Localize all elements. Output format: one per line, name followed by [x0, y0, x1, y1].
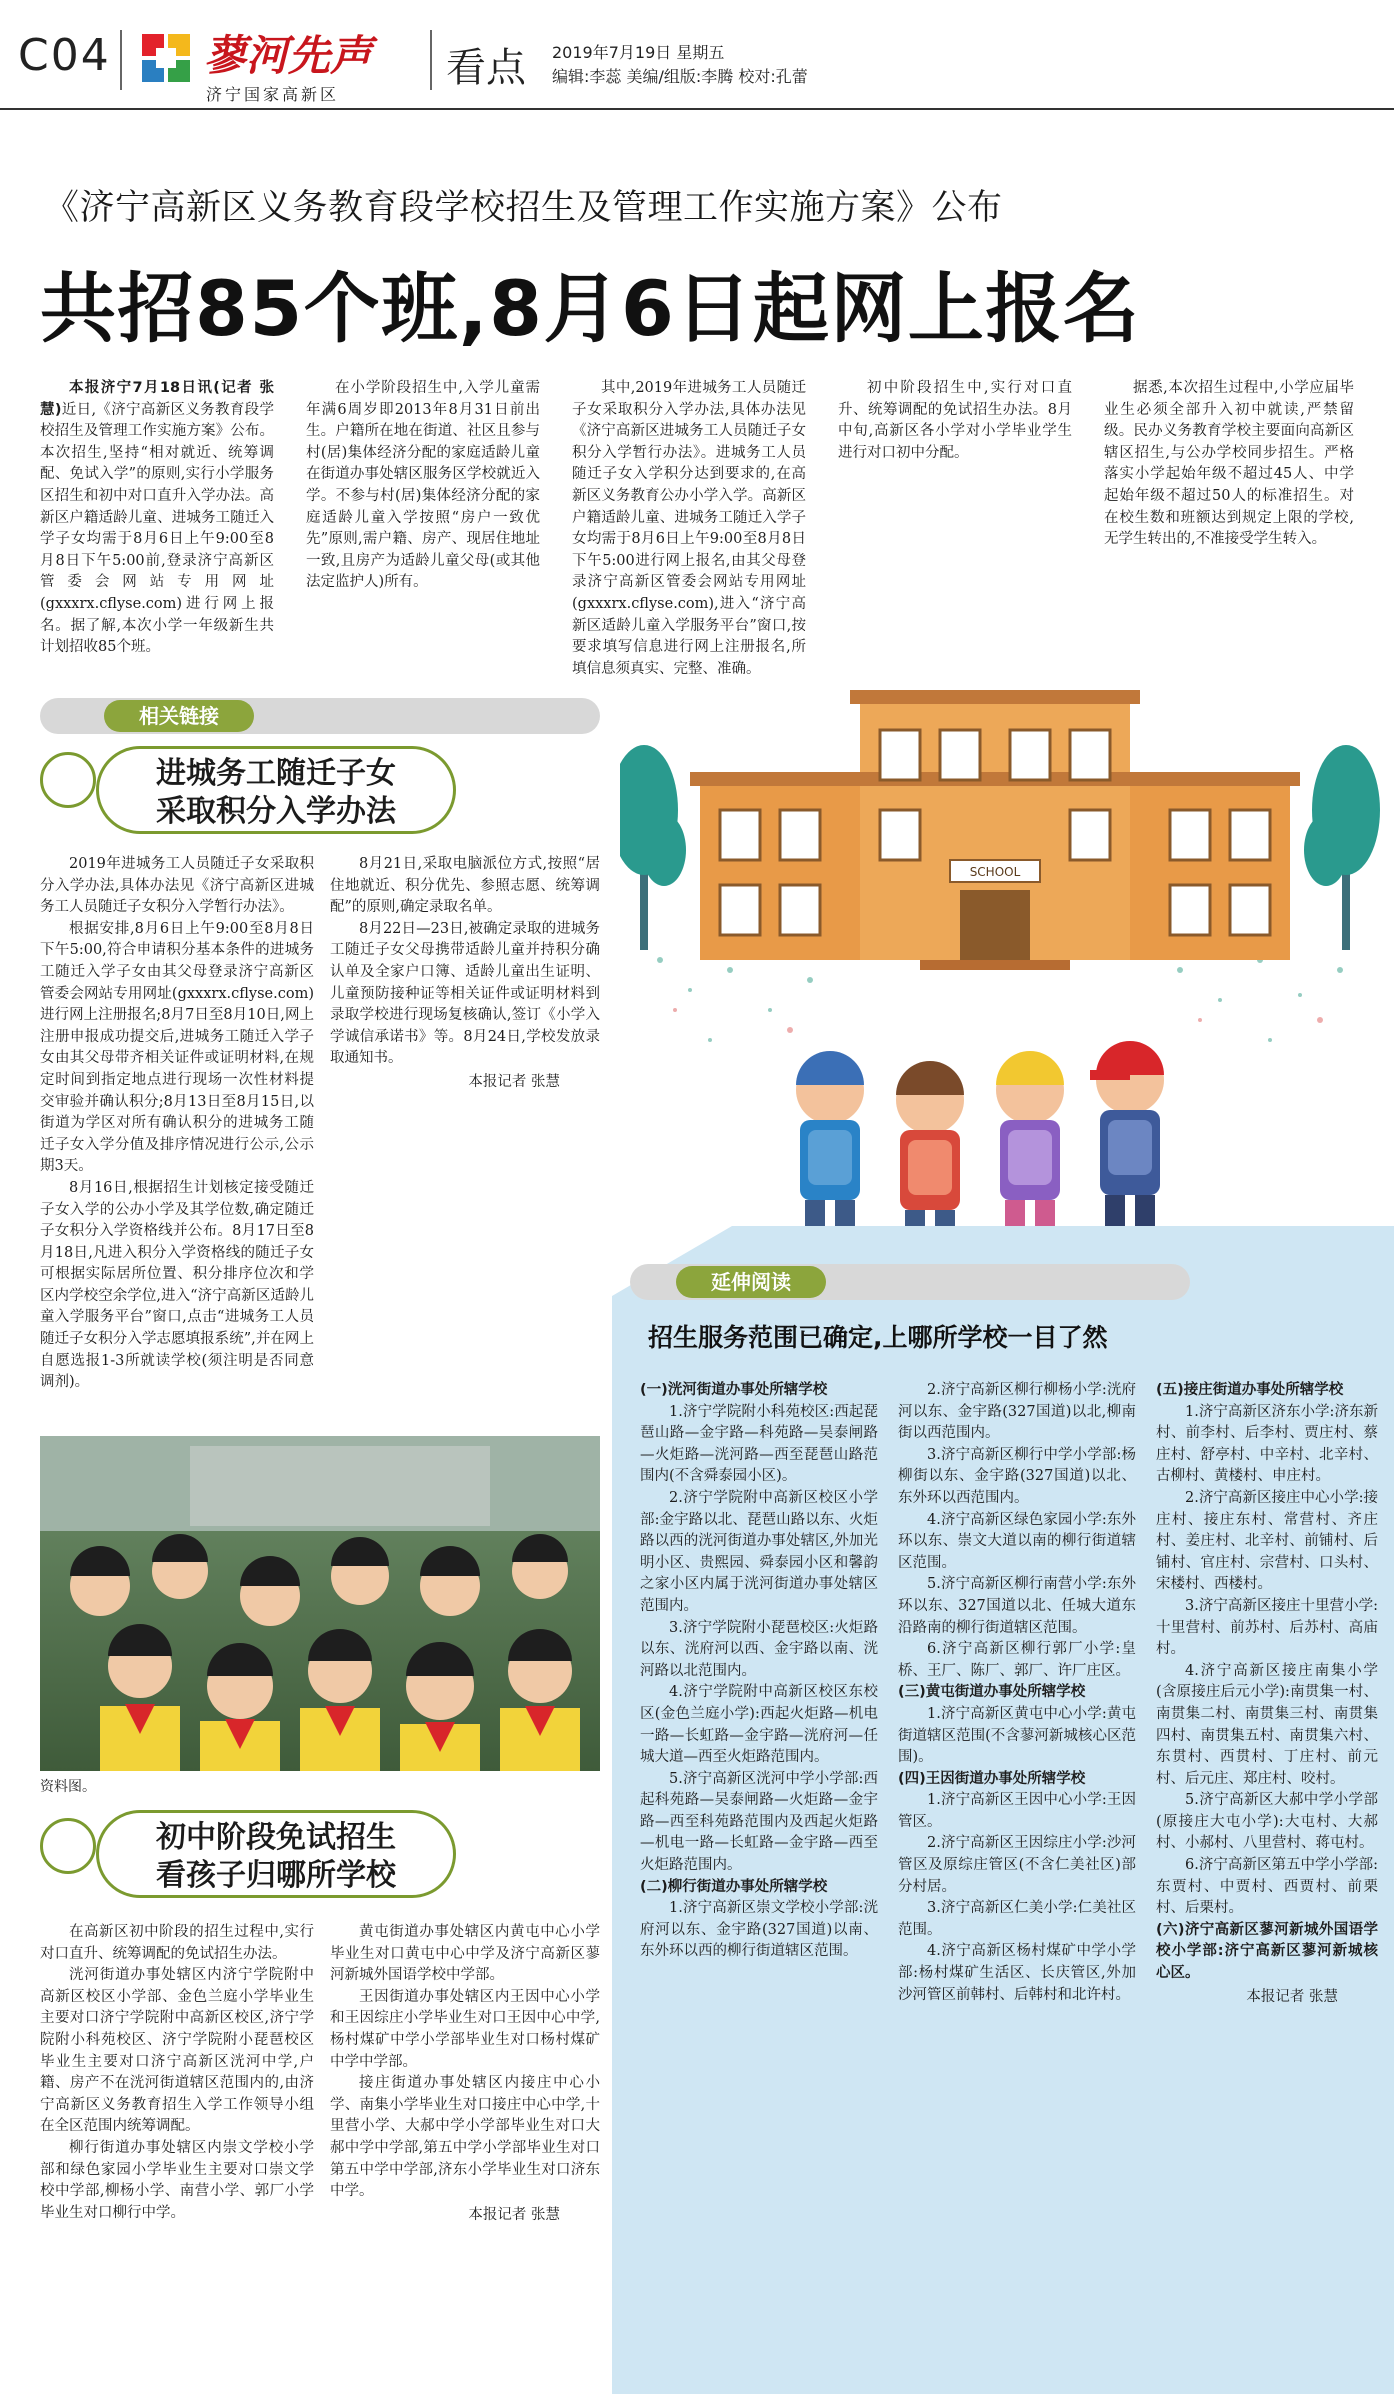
related-column-2: [330, 854, 600, 1414]
lead-text-2: 在小学阶段招生中,入学儿童需年满6周岁即2013年8月31日前出生。户籍所在地在街道、社区且参与村(居)集体经济分配的家庭适龄儿童在街道办事处辖区服务区学校就近入学。不参与村(居)集体经济分配的家庭适龄儿童入学按照“房户一致优先”原则,需户籍、房产、现居住地址一致,且房产为适龄儿童父母(或其他法定监护人)所有。: [306, 380, 540, 591]
related-bubble-line-1: 进城务工随迁子女: [156, 756, 396, 791]
middle-bubble-line-1: 初中阶段免试招生: [156, 1820, 396, 1855]
related-text-5: 8月22日—23日,被确定录取的进城务工随迁子女父母携带适龄儿童并持积分确认单及全家户口簿、适龄儿童出生证明、儿童预防接种证等相关证件或证明材料到录取学校进行现场复核确认,签订《小学入学诚信承诺书》等。8月24日,学校发放录取通知书。: [330, 920, 600, 1067]
school-range-item: 3.济宁学院附小琵琶校区:火炬路以东、洸府河以西、金宇路以南、洸河路以北范围内。: [640, 1619, 878, 1679]
middle-bubble-title: [96, 1810, 456, 1898]
lead-text-4: 初中阶段招生中,实行对口直升、统筹调配的免试招生办法。8月中旬,高新区各小学对小学毕业学生进行对口初中分配。: [838, 380, 1072, 461]
district-heading: (二)柳行街道办事处所辖学校: [640, 1878, 828, 1895]
school-range-item: 2.济宁高新区柳行柳杨小学:洸府河以东、金宇路(327国道)以北,柳南街以西范围内。: [898, 1382, 1136, 1442]
page-code: C04: [18, 30, 111, 81]
school-range-item: 5.济宁高新区柳行南营小学:东外环以东、327国道以北、任城大道东沿路南的柳行街道辖区范围。: [898, 1576, 1136, 1636]
lead-column-2: [306, 378, 540, 688]
district-heading: (六)济宁高新区蓼河新城外国语学校小学部:济宁高新区蓼河新城核心区。: [1156, 1921, 1378, 1982]
district-heading: (三)黄屯街道办事处所辖学校: [898, 1684, 1086, 1701]
editors-line: 编辑:李蕊 美编/组版:李腾 校对:孔蕾: [552, 67, 808, 86]
issue-date: 2019年7月19日 星期五: [552, 43, 725, 62]
dateline: 本报济宁7月18日讯(记者 张慧): [40, 380, 274, 418]
school-range-item: 3.济宁高新区柳行中学小学部:杨柳街以东、金宇路(327国道)以北、东外环以西范围内。: [898, 1446, 1136, 1506]
svg-text:SCHOOL: SCHOOL: [969, 865, 1021, 879]
school-range-item: 2.济宁高新区接庄中心小学:接庄村、接庄东村、常营村、齐庄村、姜庄村、北辛村、前铺村、后铺村、官庄村、宗营村、口头村、宋楼村、西楼村。: [1156, 1489, 1378, 1593]
middle-text-2: 洸河街道办事处辖区内济宁学院附中高新区校区小学部、金色兰庭小学毕业生主要对口济宁学院附中高新区校区,济宁学院附小科苑校区、济宁学院附小琵琶校区毕业生主要对口济宁高新区洸河中学,户籍、房产不在洸河街道辖区范围内的,由济宁高新区义务教育招生入学工作领导小组在全区范围内统筹调配。: [40, 1967, 314, 2135]
header-divider: [120, 30, 122, 90]
lead-text-1: 近日,《济宁高新区义务教育段学校招生及管理工作实施方案》公布。本次招生,坚持“相对就近、统筹调配、免试入学”的原则,实行小学服务区招生和初中对口直升入学办法。高新区户籍适龄儿童、进城务工随迁入学子女均需于8月6日上午9:00至8月8日下午5:00前,登录济宁高新区管委会网站专用网址(gxxxrx.cflyse.com)进行网上报名。据了解,本次小学一年级新生共计划招收85个班。: [40, 401, 274, 656]
related-label: 相关链接: [104, 700, 254, 732]
extended-label: 延伸阅读: [676, 1266, 826, 1298]
header-divider-2: [430, 30, 432, 90]
extended-title: 招生服务范围已确定,上哪所学校一目了然: [648, 1323, 1108, 1352]
school-range-item: 5.济宁高新区大郝中学小学部(原接庄大屯小学):大屯村、大郝村、小郝村、八里营村、蒋屯村。: [1156, 1792, 1378, 1852]
school-range-item: 1.济宁高新区济东小学:济东新村、前李村、后李村、贾庄村、蔡庄村、舒亭村、中辛村、北辛村、古柳村、黄楼村、申庄村。: [1156, 1403, 1378, 1485]
lead-column-1: [40, 378, 274, 688]
school-range-item: 6.济宁高新区柳行郭厂小学:皇桥、王厂、陈厂、郭厂、许厂庄区。: [898, 1641, 1136, 1679]
svg-text:蓼河先声: 蓼河先声: [204, 31, 373, 80]
related-byline: 本报记者 张慧: [468, 1073, 560, 1090]
related-text-1: 2019年进城务工人员随迁子女采取积分入学办法,具体办法见《济宁高新区进城务工人员随迁子女积分入学暂行办法》。: [40, 856, 314, 916]
school-range-item: 4.济宁学院附中高新区校区东校区(金色兰庭小学):西起火炬路—机电一路—长虹路—金宇路—洸府河—任城大道—西至火炬路范围内。: [640, 1684, 878, 1766]
related-text-3a: 8月16日,根据招生计划核定接受随迁子女入学的公办小学及其学位数,确定随迁子女积分入学资格线并公布。8月17日至8月18日,凡进入积分入学资格线的随迁子女可根据实际居所位置、积分排序位次和学区内学校空余学位,进入“济宁高新区适龄儿童入学服务平台”窗口,点击“进城务工人员随迁子女积分入学志愿填报系统”,并在网上自愿选报1-3所就读学校(须注明是否同意调剂)。: [40, 1179, 314, 1391]
colorful-square-logo-icon: [140, 32, 192, 84]
school-range-item: 4.济宁高新区杨村煤矿中学小学部:杨村煤矿生活区、长庆管区,外加沙河管区前韩村、后韩村和北许村。: [898, 1943, 1136, 2003]
students-photo: [40, 1436, 600, 1771]
school-illustration: [620, 660, 1380, 1240]
middle-text-1: 在高新区初中阶段的招生过程中,实行对口直升、统筹调配的免试招生办法。: [40, 1924, 314, 1962]
school-range-item: 1.济宁高新区黄屯中心小学:黄屯街道辖区范围(不含蓼河新城核心区范围)。: [898, 1705, 1136, 1766]
middle-text-6: 接庄街道办事处辖区内接庄中心小学、南集小学毕业生对口接庄中心中学,十里营小学、大郝中学小学部毕业生对口大郝中学中学部,第五中学小学部毕业生对口第五中学中学部,济东小学毕业生对口济东中学。: [330, 2075, 600, 2200]
district-heading: (四)王因街道办事处所辖学校: [898, 1770, 1086, 1787]
middle-column-2: [330, 1922, 600, 2377]
district-heading: (五)接庄街道办事处所辖学校: [1156, 1382, 1344, 1398]
extended-byline: 本报记者 张慧: [1246, 1988, 1338, 2005]
middle-text-5: 王因街道办事处辖区内王因中心小学和王因综庄小学毕业生对口王因中心中学,杨村煤矿中学小学部毕业生对口杨村煤矿中学中学部。: [330, 1988, 600, 2070]
bubble-dot: [40, 752, 96, 808]
related-text-2: 根据安排,8月6日上午9:00至8月8日下午5:00,符合申请积分基本条件的进城务工随迁入学子女由其父母登录济宁高新区管委会网站专用网址(gxxxrx.cflyse.com)进行网上注册报名;8月7日至8月10日,网上注册申报成功提交后,进城务工随迁入学子女由其父母带齐相关证件或证明材料,在规定时间到指定地点进行现场一次性材料提交审验并确认积分;8月13日至8月15日,以街道为学区对所有确认积分的进城务工随迁子女入学分值及排序情况进行公示,公示期3天。: [40, 920, 314, 1175]
district-heading: (一)洸河街道办事处所辖学校: [640, 1382, 828, 1398]
masthead-logo-calligraphy: [200, 28, 420, 80]
school-range-item: 1.济宁高新区王因中心小学:王因管区。: [898, 1792, 1136, 1830]
middle-column-1: [40, 1922, 314, 2377]
article-subtitle: 《济宁高新区义务教育段学校招生及管理工作实施方案》公布: [44, 188, 1003, 228]
section-name: 看点: [446, 45, 526, 91]
school-range-item: 1.济宁学院附小科苑校区:西起琵琶山路—金宇路—科苑路—吴泰闸路—火炬路—洸河路—西至琵琶山路范围内(不含舜泰园小区)。: [640, 1403, 878, 1485]
middle-bubble-line-2: 看孩子归哪所学校: [156, 1858, 396, 1893]
middle-byline: 本报记者 张慧: [468, 2206, 560, 2223]
tree-icon: [620, 745, 686, 950]
school-range-item: 4.济宁高新区绿色家园小学:东外环以东、崇文大道以南的柳行街道辖区范围。: [898, 1511, 1136, 1571]
lead-column-3: [572, 378, 806, 688]
school-range-item: 6.济宁高新区第五中学小学部:东贾村、中贾村、西贾村、前栗村、后栗村。: [1156, 1857, 1378, 1917]
school-range-item: 3.济宁高新区仁美小学:仁美社区范围。: [898, 1900, 1136, 1938]
school-building-icon: [690, 690, 1300, 970]
lead-column-4: [838, 378, 1072, 688]
middle-text-4: 黄屯街道办事处辖区内黄屯中心小学毕业生对口黄屯中心中学及济宁高新区蓼河新城外国语学校中学部。: [330, 1924, 600, 1984]
article-headline: 共招85个班,8月6日起网上报名: [40, 264, 1141, 353]
related-bubble-title: [96, 746, 456, 834]
extended-column-1: [640, 1380, 878, 2380]
related-column-1: [40, 854, 314, 1414]
lead-text-3: 其中,2019年进城务工人员随迁子女采取积分入学办法,具体办法见《济宁高新区进城务工人员随迁子女积分入学暂行办法》。进城务工人员随迁子女入学积分达到要求的,在高新区义务教育公办小学入学。高新区户籍适龄儿童、进城务工随迁入学子女均需于8月6日上午9:00至8月8日下午5:00进行网上报名,由其父母登录济宁高新区管委会网站专用网址(gxxxrx.cflyse.com),进入“济宁高新区适龄儿童入学服务平台”窗口,按要求填写信息进行网上注册报名,所填信息须真实、完整、准确。: [572, 380, 806, 677]
photo-caption: 资料图。: [40, 1779, 96, 1795]
school-range-item: 1.济宁高新区崇文学校小学部:洸府河以东、金宇路(327国道)以南、东外环以西的柳行街道辖区范围。: [640, 1900, 878, 1960]
header-rule: [0, 108, 1394, 110]
school-range-item: 5.济宁高新区洸河中学小学部:西起科苑路—吴泰闸路—火炬路—金宇路—西至科苑路范围内及西起火炬路—机电一路—长虹路—金宇路—西至火炬路范围内。: [640, 1770, 878, 1874]
logo-subtitle: 济宁国家高新区: [206, 85, 340, 104]
school-range-item: 2.济宁学院附中高新区校区小学部:金宇路以北、琵琶山路以东、火炬路以西的洸河街道办事处辖区,外加光明小区、贵熙园、舜泰园小区和馨韵之家小区内属于洸河街道办事处辖区范围内。: [640, 1489, 878, 1614]
tree-icon-2: [1304, 745, 1380, 950]
middle-text-3: 柳行街道办事处辖区内崇文学校小学部和绿色家园小学毕业生主要对口崇文学校中学部,柳杨小学、南营小学、郭厂小学毕业生对口柳行中学。: [40, 2139, 314, 2221]
school-range-item: 2.济宁高新区王因综庄小学:沙河管区及原综庄管区(不含仁美社区)部分村居。: [898, 1835, 1136, 1895]
lead-column-5: [1104, 378, 1354, 688]
children-backpack-icon: [796, 1041, 1164, 1240]
school-range-item: 4.济宁高新区接庄南集小学(含原接庄后元小学):南贯集一村、南贯集二村、南贯集三村、南贯集四村、南贯集五村、南贯集六村、东贯村、西贯村、丁庄村、前元村、后元庄、郑庄村、咬村。: [1156, 1662, 1378, 1787]
extended-column-3: [1156, 1380, 1378, 2380]
school-range-item: 3.济宁高新区接庄十里营小学:十里营村、前苏村、后苏村、高庙村。: [1156, 1597, 1378, 1658]
bubble-dot-2: [40, 1818, 96, 1874]
lead-text-5: 据悉,本次招生过程中,小学应届毕业生必须全部升入初中就读,严禁留级。民办义务教育学校主要面向高新区辖区招生,与公办学校同步招生。严格落实小学起始年级不超过45人、中学起始年级不超过50人的标准招生。对在校生数和班额达到规定上限的学校,无学生转出的,不准接受学生转入。: [1104, 380, 1354, 548]
related-text-4: 8月21日,采取电脑派位方式,按照“居住地就近、积分优先、参照志愿、统筹调配”的原则,确定录取名单。: [330, 856, 600, 916]
related-bubble-line-2: 采取积分入学办法: [156, 794, 396, 829]
extended-column-2: [898, 1380, 1136, 2380]
